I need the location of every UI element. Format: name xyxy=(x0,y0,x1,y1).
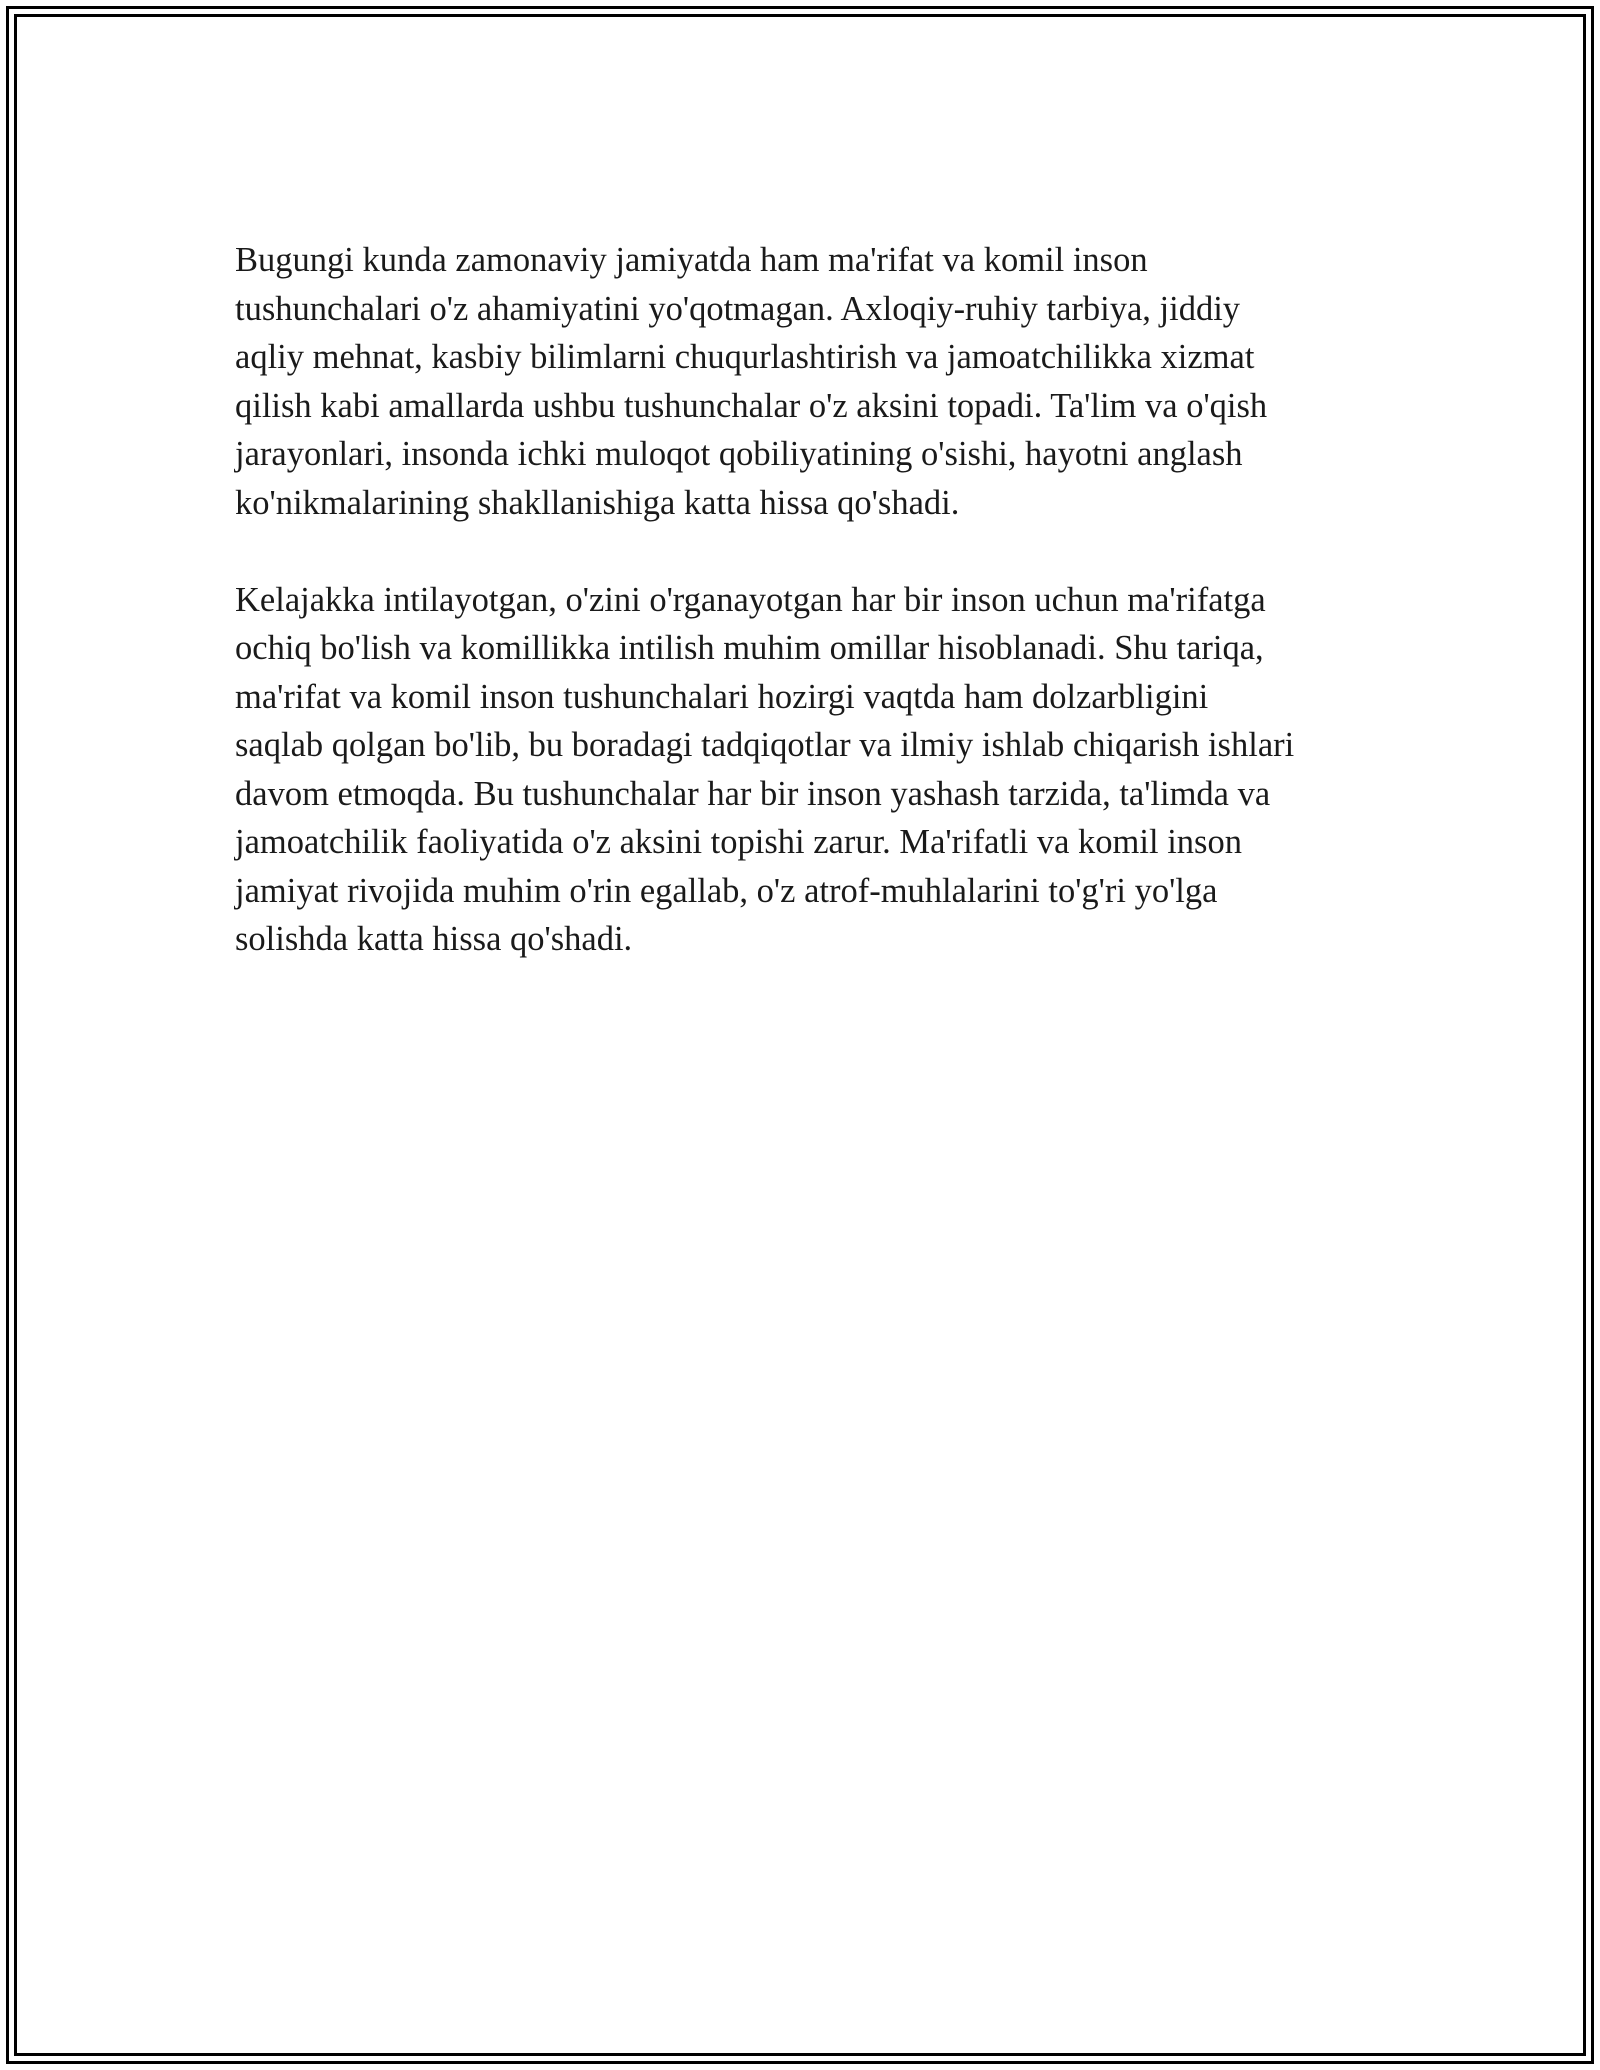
text-line: Bugungi kunda zamonaviy jamiyatda ham ma'rifat va komil inson xyxy=(235,241,1148,279)
paragraph-2 xyxy=(235,576,1375,964)
text-line: saqlab qolgan bo'lib, bu boradagi tadqiqotlar va ilmiy ishlab chiqarish ishlari xyxy=(235,726,1295,764)
text-line: Kelajakka intilayotgan, o'zini o'rganayotgan har bir inson uchun ma'rifatga xyxy=(235,580,1266,619)
paragraph-1 xyxy=(235,236,1375,527)
text-line: ko'nikmalarining shakllanishiga katta hissa qo'shadi. xyxy=(235,483,960,522)
text-line: ochiq bo'lish va komillikka intilish muhim omillar hisoblanadi. Shu tariqa, xyxy=(235,629,1264,667)
text-line: davom etmoqda. Bu tushunchalar har bir inson yashash tarzida, ta'limda va xyxy=(235,774,1271,813)
text-line: ma'rifat va komil inson tushunchalari hozirgi vaqtda ham dolzarbligini xyxy=(235,677,1209,716)
text-line: jamiyat rivojida muhim o'rin egallab, o'z atrof-muhlalarini to'g'ri yo'lga xyxy=(235,871,1218,910)
text-line: jamoatchilik faoliyatida o'z aksini topishi zarur. Ma'rifatli va komil inson xyxy=(235,823,1242,861)
text-line: jarayonlari, insonda ichki muloqot qobiliyatining o'sishi, hayotni anglash xyxy=(235,435,1243,473)
text-line: solishda katta hissa qo'shadi. xyxy=(235,920,633,958)
text-line: qilish kabi amallarda ushbu tushunchalar o'z aksini topadi. Ta'lim va o'qish xyxy=(235,386,1268,425)
document-body xyxy=(235,236,1375,1012)
text-line: tushunchalari o'z ahamiyatini yo'qotmagan. Axloqiy-ruhiy tarbiya, jiddiy xyxy=(235,289,1241,328)
text-line: aqliy mehnat, kasbiy bilimlarni chuqurlashtirish va jamoatchilikka xizmat xyxy=(235,338,1255,376)
